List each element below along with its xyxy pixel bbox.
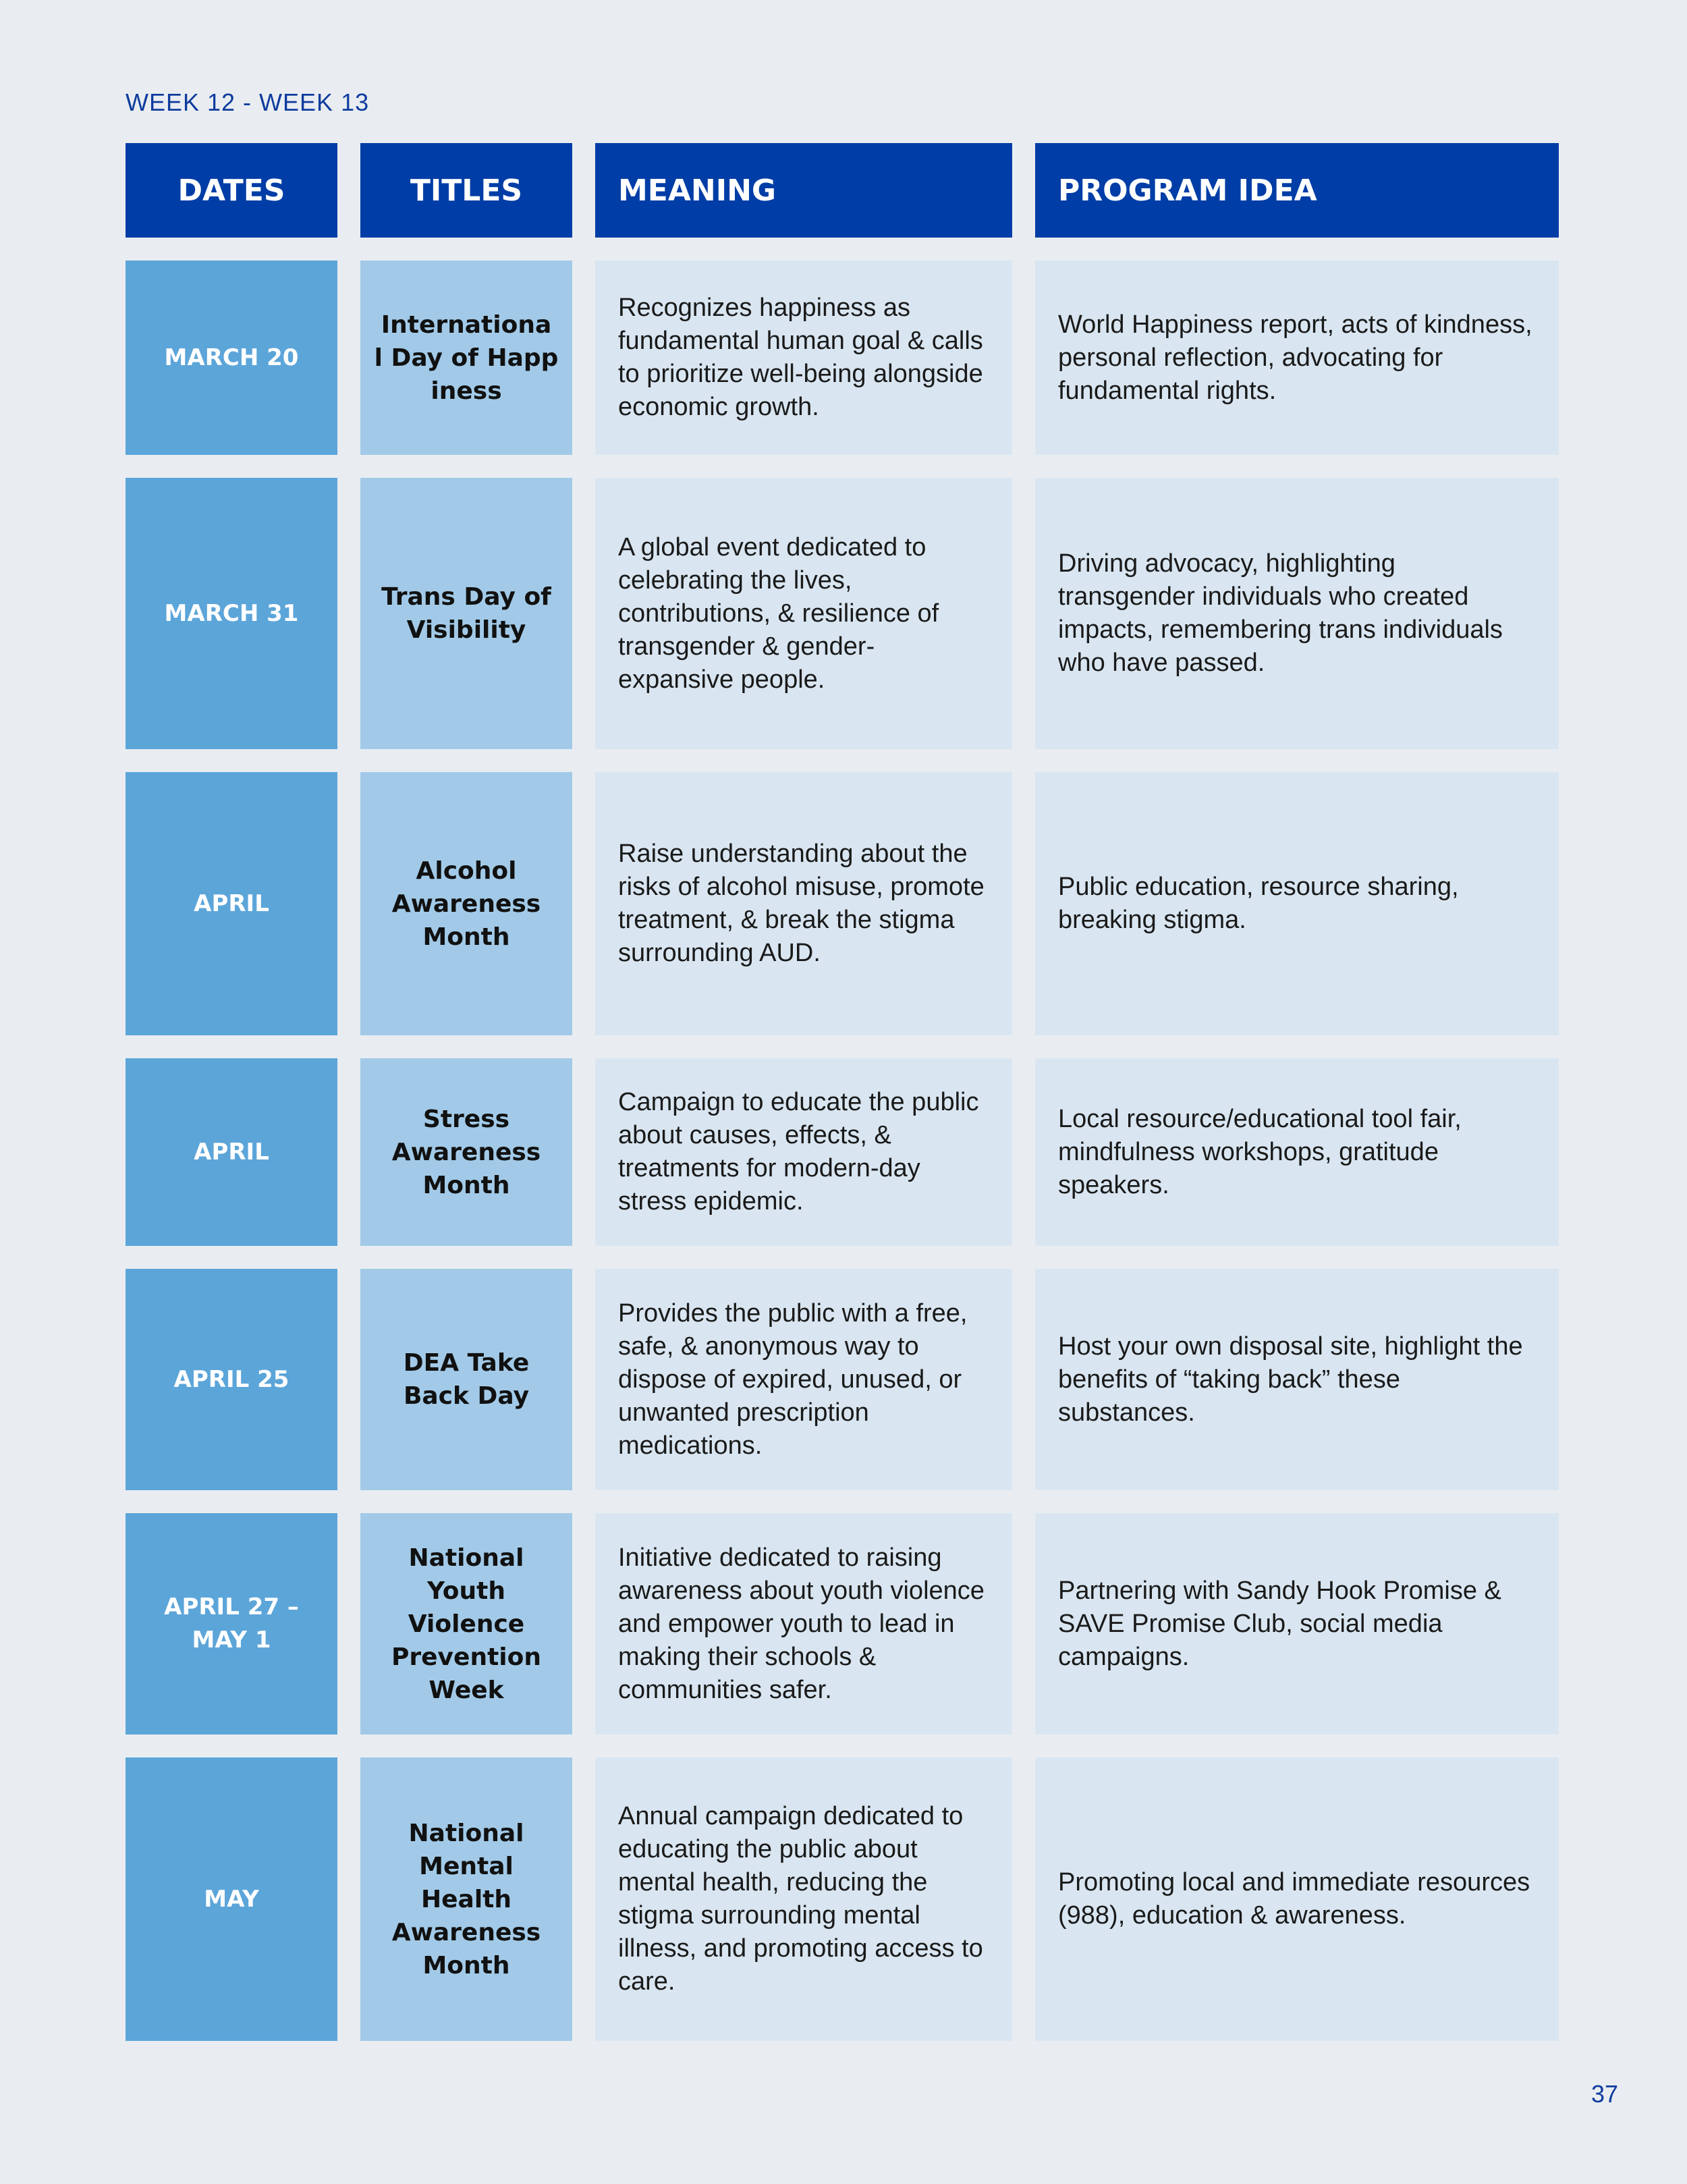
date-text: MARCH 31: [164, 599, 299, 627]
meaning-cell: [595, 772, 1012, 1035]
program-idea-text: Partnering with Sandy Hook Promise & SAVE Promise Club, social media campaigns.: [1058, 1576, 1501, 1671]
week-range-label: WEEK 12 - WEEK 13: [126, 88, 370, 116]
date-cell: [126, 1269, 337, 1490]
date-text: APRIL 25: [173, 1365, 289, 1393]
meaning-cell: [595, 1269, 1012, 1490]
table-body: [126, 261, 1559, 2064]
column-header-meaning: MEANING: [595, 143, 1012, 238]
program-idea-text: World Happiness report, acts of kindness, personal reflection, advocating for fundamental rights.: [1058, 310, 1532, 405]
program-idea-cell: [1035, 1058, 1559, 1246]
title-cell: [360, 1058, 572, 1246]
program-idea-text: Local resource/educational tool fair, mindfulness workshops, gratitude speakers.: [1058, 1104, 1462, 1199]
date-cell: [126, 1058, 337, 1246]
table-row: [126, 772, 1559, 1035]
title-text: National Youth Violence Prevention Week: [391, 1544, 541, 1704]
program-idea-cell: [1035, 261, 1559, 455]
date-text: APRIL: [194, 1138, 269, 1166]
title-text: National Mental Health Awareness Month: [391, 1819, 541, 1980]
meaning-text: Initiative dedicated to raising awareness about youth violence and empower youth to lead in making their schools & communities safer.: [618, 1543, 985, 1704]
table-row: [126, 261, 1559, 455]
date-cell: [126, 1513, 337, 1735]
meaning-cell: [595, 1513, 1012, 1735]
program-idea-cell: [1035, 1513, 1559, 1735]
meaning-text: Provides the public with a free, safe, & anonymous way to dispose of expired, unused, or unwanted prescription medications.: [618, 1299, 968, 1460]
title-text: Internationa l Day of Happiness: [374, 310, 559, 405]
column-header-dates: DATES: [126, 143, 337, 238]
meaning-cell: [595, 1058, 1012, 1246]
column-header-program-idea: PROGRAM IDEA: [1035, 143, 1559, 238]
meaning-text: Annual campaign dedicated to educating the public about mental health, reducing the stigma surrounding mental illness, and promoting access to care.: [618, 1802, 983, 1996]
program-idea-text: Driving advocacy, highlighting transgender individuals who created impacts, remembering trans individuals who have passed.: [1058, 549, 1503, 677]
title-cell: [360, 1513, 572, 1735]
program-idea-text: Promoting local and immediate resources (988), education & awareness.: [1058, 1868, 1530, 1930]
program-idea-cell: [1035, 478, 1559, 749]
title-text: DEA Take Back Day: [403, 1349, 530, 1410]
program-idea-text: Public education, resource sharing, breaking stigma.: [1058, 873, 1459, 934]
meaning-cell: [595, 1757, 1012, 2041]
program-idea-cell: [1035, 1269, 1559, 1490]
meaning-text: A global event dedicated to celebrating the lives, contributions, & resilience of transgender & gender-expansive people.: [618, 533, 939, 694]
table-row: [126, 1058, 1559, 1246]
table-header: [126, 143, 1559, 238]
table-row: [126, 1513, 1559, 1735]
meaning-cell: [595, 261, 1012, 455]
meaning-text: Raise understanding about the risks of alcohol misuse, promote treatment, & break the stigma surrounding AUD.: [618, 840, 985, 967]
title-cell: [360, 1269, 572, 1490]
date-text: MARCH 20: [164, 344, 299, 371]
program-idea-cell: [1035, 772, 1559, 1035]
table-row: [126, 1269, 1559, 1490]
date-cell: [126, 1757, 337, 2041]
page-number: 37: [1591, 2080, 1618, 2108]
date-cell: [126, 478, 337, 749]
title-text: Alcohol Awareness Month: [391, 856, 541, 951]
title-cell: [360, 478, 572, 749]
meaning-cell: [595, 478, 1012, 749]
date-text: APRIL: [194, 890, 269, 917]
program-idea-cell: [1035, 1757, 1559, 2041]
table-row: [126, 1757, 1559, 2041]
date-text: MAY: [204, 1885, 259, 1913]
date-cell: [126, 261, 337, 455]
date-text: APRIL 27 – MAY 1: [164, 1593, 299, 1654]
title-cell: [360, 1757, 572, 2041]
title-cell: [360, 772, 572, 1035]
meaning-text: Campaign to educate the public about causes, effects, & treatments for modern-day stress epidemic.: [618, 1088, 979, 1216]
date-cell: [126, 772, 337, 1035]
title-text: Trans Day of Visibility: [381, 583, 551, 644]
meaning-text: Recognizes happiness as fundamental human goal & calls to prioritize well-being alongside economic growth.: [618, 294, 983, 421]
program-idea-text: Host your own disposal site, highlight the benefits of “taking back” these substances.: [1058, 1332, 1523, 1427]
table-row: [126, 478, 1559, 749]
column-header-titles: TITLES: [360, 143, 572, 238]
title-cell: [360, 261, 572, 455]
title-text: Stress Awareness Month: [391, 1105, 541, 1199]
